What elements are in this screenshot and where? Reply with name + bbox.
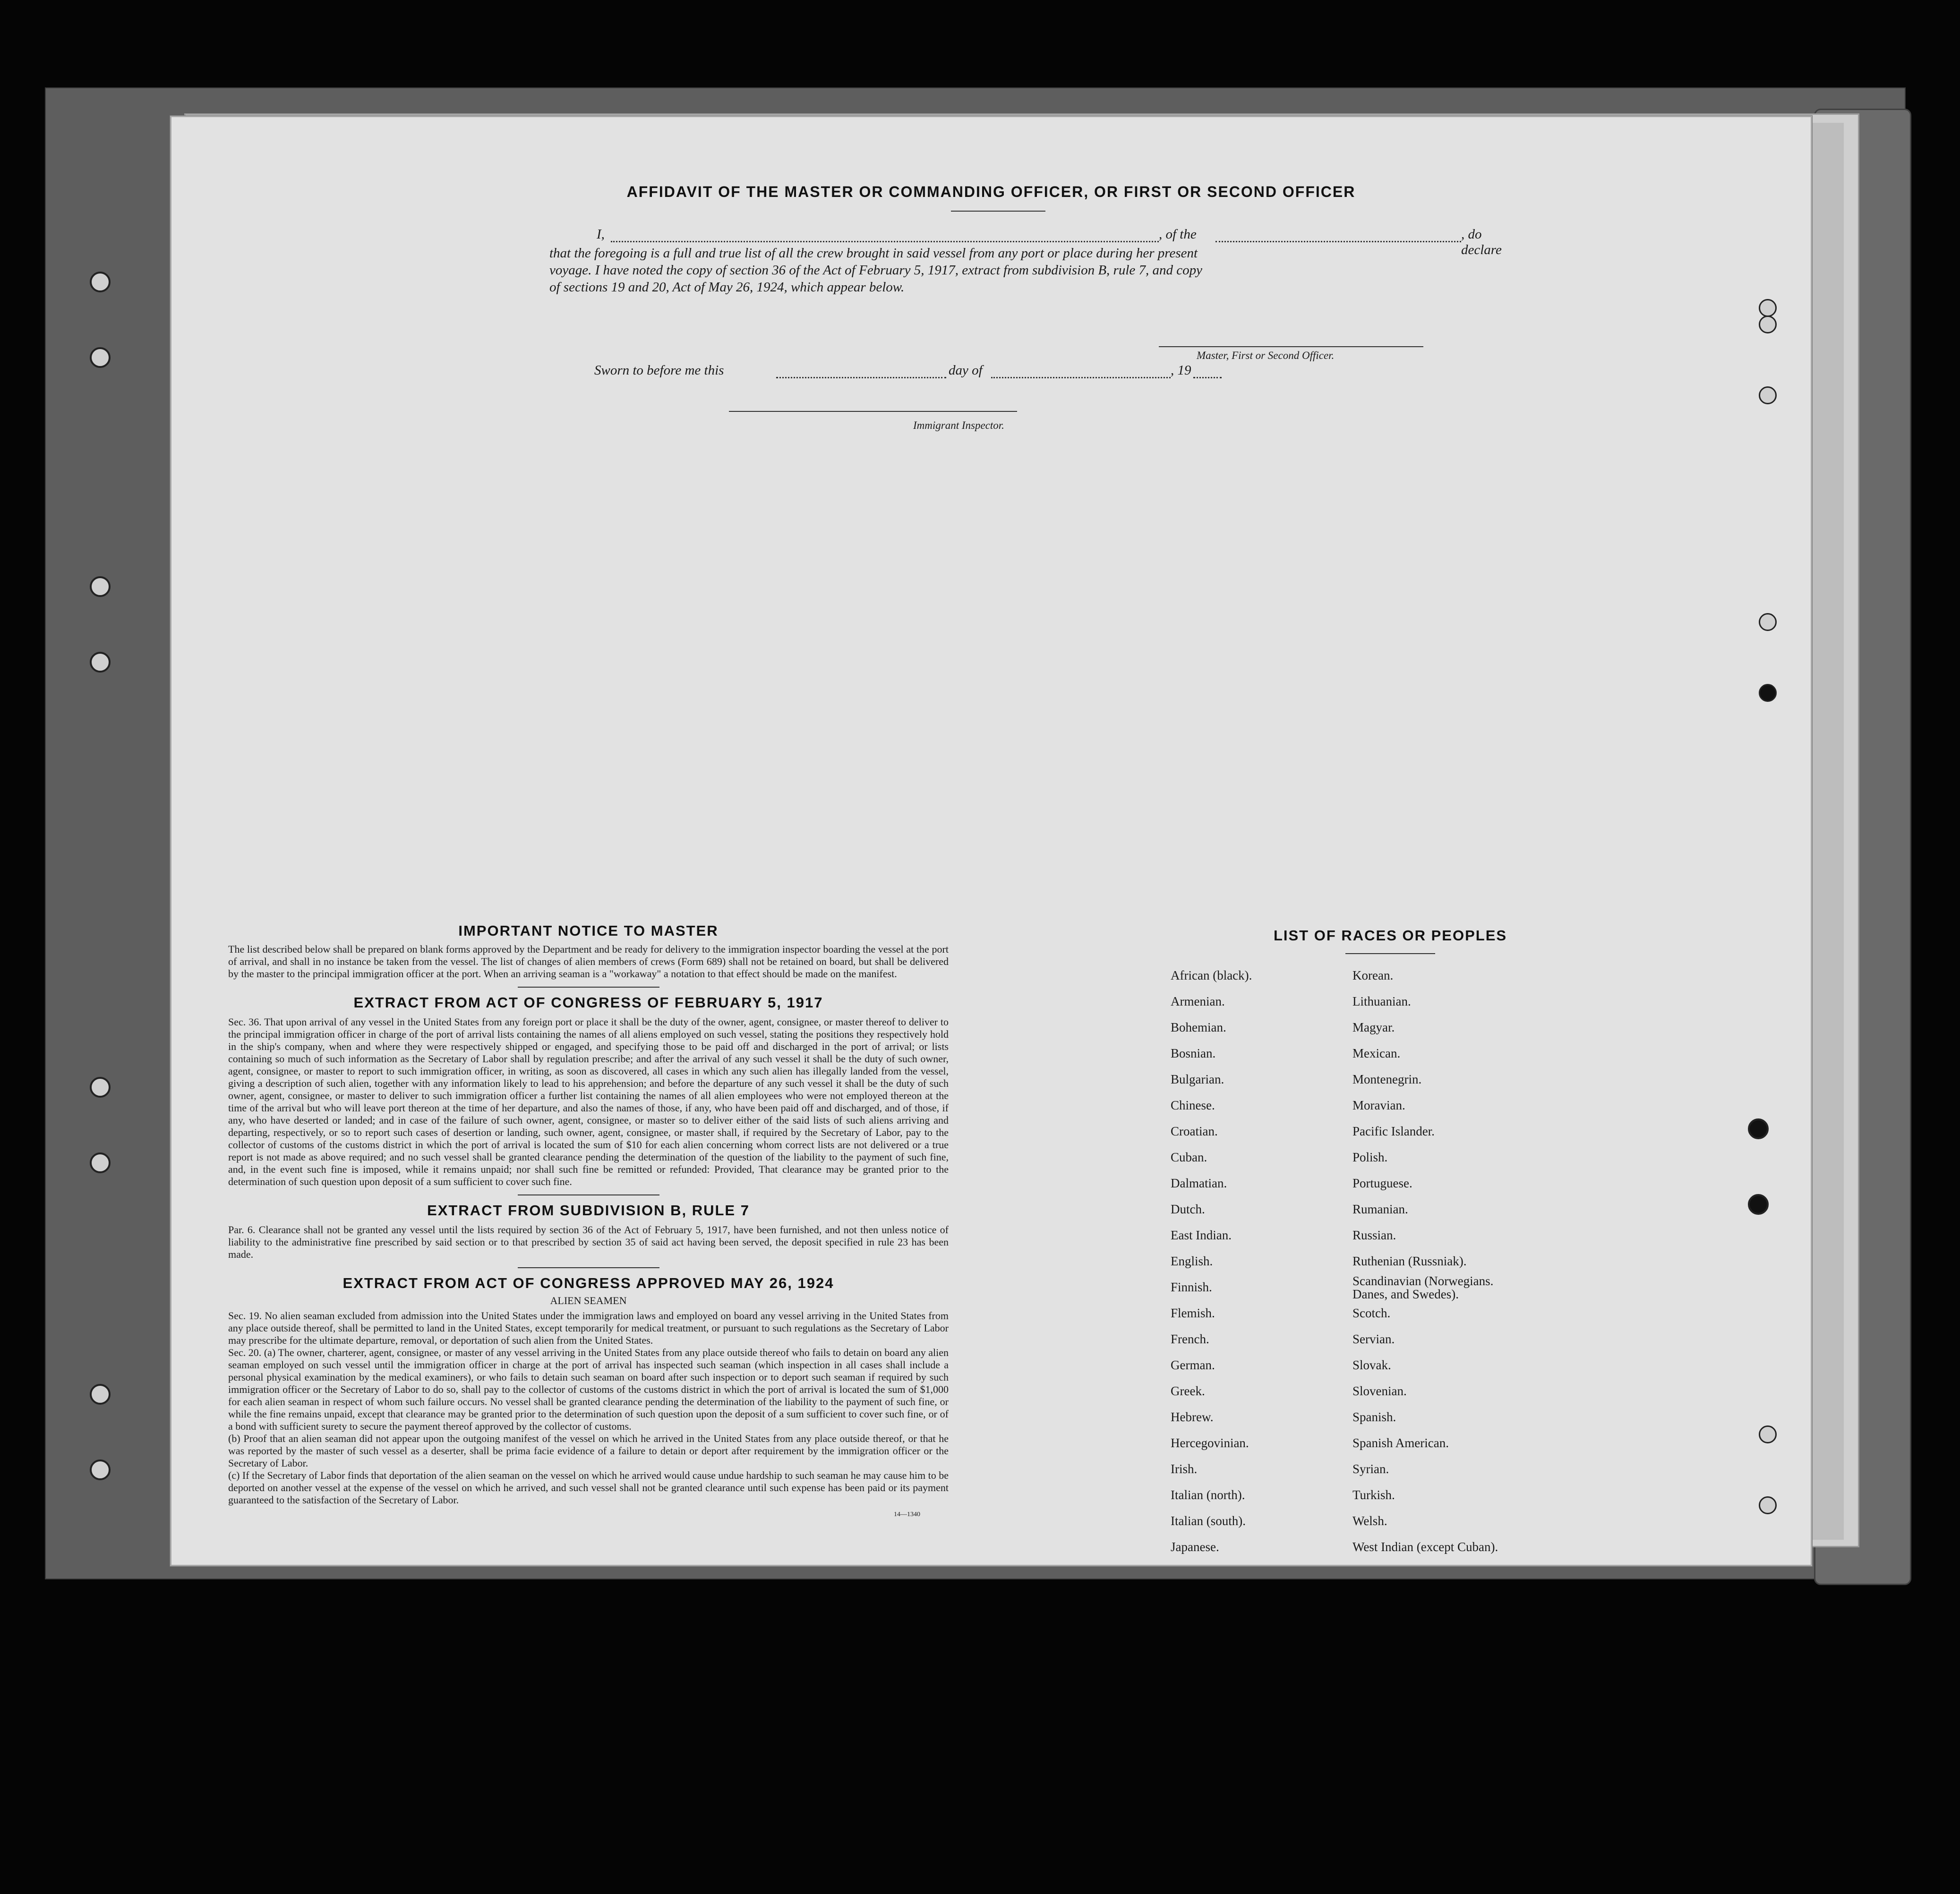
race-item: Moravian. [1352, 1098, 1405, 1112]
race-item: Polish. [1352, 1150, 1388, 1164]
affidavit-declare: , do declare [1461, 227, 1502, 257]
extract-1924-sec20b: (b) Proof that an alien seaman did not appear upon the outgoing manifest of the vessel on which he arrived in the United States from any place outside thereof, or that he was reported by the master of such vessel as a deserter, shall be prima facie evidence of a failure to detain or deport after requirement by the immigration officer or the Secretary of Labor. [228, 1433, 949, 1469]
binder-hole [90, 1384, 111, 1405]
race-item: Bulgarian. [1171, 1072, 1224, 1086]
page-hole [1759, 386, 1777, 404]
divider [518, 987, 659, 988]
race-item: Dalmatian. [1171, 1176, 1227, 1190]
sworn-month-blank[interactable] [991, 377, 1171, 378]
notice-title: IMPORTANT NOTICE TO MASTER [458, 922, 719, 939]
race-item: Portuguese. [1352, 1176, 1412, 1190]
race-item: Spanish. [1352, 1410, 1396, 1424]
divider [518, 1267, 659, 1268]
page-hole [1748, 1194, 1769, 1215]
extract-1924-sec19: Sec. 19. No alien seaman excluded from admission into the United States under the immigration laws and employed on board any vessel arriving in the United States from any place outside thereof, shall be permitted to land in the United States, except temporarily for medical treatment, or pursuant to such regulations as the Secretary of Labor may prescribe for the ultimate departure, removal, or deportation of such alien from the United States. [228, 1310, 949, 1346]
divider [1345, 953, 1435, 954]
binder-hole [90, 1152, 111, 1173]
extract-rule7-body: Par. 6. Clearance shall not be granted any vessel until the lists required by section 36 of the Act of February 5, 1917, have been furnished, and not then unless notice of liability to the administrative fine prescribed by said section or to that prescribed by section 35 of said act having been served, the deposit specified in rule 23 has been made. [228, 1224, 949, 1260]
race-item: Mexican. [1352, 1046, 1401, 1060]
legal-notices [228, 922, 949, 1519]
binder-hole [90, 576, 111, 597]
inspector-signature-line[interactable] [729, 411, 1017, 412]
extract-1924-sec20a: Sec. 20. (a) The owner, charterer, agent, consignee, or master of any vessel arriving in the United States from any place outside thereof who fails to detain on board any alien seaman employed on such vessel until the immigration officer in charge at the port of arrival has inspected such seaman (which inspection in all cases shall include a personal physical examination by the medical examiners), or who fails to detain such seaman on board after such inspection or to deport such seaman if required by such immigration officer or the Secretary of Labor to do so, shall pay to the collector of customs of the customs district in which the port of arrival is located the sum of $1,000 for each alien seaman in respect of whom such failure occurs. No vessel shall be granted clearance pending the determination of the liability to the payment of such fine, or while the fine remains unpaid, except that clearance may be granted prior to the determination of such question upon the deposit of a sum sufficient to cover such fine, or of a bond with sufficient surety to secure the payment thereof approved by the collector of customs. [228, 1347, 949, 1432]
race-item: Turkish. [1352, 1488, 1395, 1502]
binder-hole [90, 347, 111, 368]
affidavit-i: I, [597, 227, 605, 242]
extract-1924-sec20c: (c) If the Secretary of Labor finds that deportation of the alien seaman on the vessel on which he arrived would cause undue hardship to such seaman he may cause him to be deported on another vessel at the expense of the vessel on which he arrived, and such vessel shall not be granted clearance until such expense has been paid or its payment guaranteed to the satisfaction of the Secretary of Labor. [228, 1469, 949, 1506]
affidavit-line-4: of sections 19 and 20, Act of May 26, 1924, which appear below. [549, 280, 905, 295]
page-hole [1759, 684, 1777, 702]
divider [951, 211, 1045, 212]
races-left-column [1171, 963, 1336, 1560]
binder-hole [90, 1077, 111, 1098]
sworn-text: Sworn to before me this [594, 363, 724, 378]
race-item: Pacific Islander. [1352, 1124, 1435, 1138]
race-item: Irish. [1171, 1462, 1198, 1476]
page-hole [1759, 1496, 1777, 1514]
binder-hole [90, 652, 111, 673]
race-item: Italian (south). [1171, 1514, 1246, 1528]
page-hole [1759, 316, 1777, 333]
manifest-page [170, 116, 1812, 1566]
race-item: West Indian (except Cuban). [1352, 1540, 1498, 1554]
race-item: English. [1171, 1254, 1213, 1268]
race-item: Slovak. [1352, 1358, 1391, 1372]
inspector-label: Immigrant Inspector. [913, 419, 1004, 431]
race-item: Scandinavian (Norwegians. Danes, and Swedes). [1352, 1274, 1494, 1301]
extract-1917-title: EXTRACT FROM ACT OF CONGRESS OF FEBRUARY 5, 1917 [353, 994, 823, 1011]
race-item: Finnish. [1171, 1280, 1212, 1294]
races-right-column [1352, 963, 1617, 1560]
race-item: Greek. [1171, 1384, 1205, 1398]
sworn-day-of: day of [949, 363, 983, 378]
page-hole [1759, 299, 1777, 317]
affidavit-line-3: voyage. I have noted the copy of section 36 of the Act of February 5, 1917, extract from subdivision B, rule 7, and copy [549, 263, 1203, 278]
affidavit-line-2: that the foregoing is a full and true list of all the crew brought in said vessel from any port or place during her present [549, 246, 1198, 261]
race-item: Magyar. [1352, 1020, 1395, 1034]
race-item: Welsh. [1352, 1514, 1387, 1528]
race-item: French. [1171, 1332, 1209, 1346]
master-signature-line[interactable] [1159, 346, 1423, 347]
races-title: LIST OF RACES OR PEOPLES [1273, 927, 1507, 944]
race-item: Hercegovinian. [1171, 1436, 1249, 1450]
race-item: Korean. [1352, 968, 1394, 982]
page-hole [1748, 1118, 1769, 1139]
race-item: Flemish. [1171, 1306, 1215, 1320]
master-label: Master, First or Second Officer. [1197, 350, 1335, 361]
page-hole [1759, 1425, 1777, 1443]
race-item: Hebrew. [1171, 1410, 1214, 1424]
race-item: Croatian. [1171, 1124, 1218, 1138]
race-item: Japanese. [1171, 1540, 1219, 1554]
page-hole [1759, 613, 1777, 631]
race-item: Cuban. [1171, 1150, 1207, 1164]
race-item: Armenian. [1171, 994, 1225, 1008]
race-item: Spanish American. [1352, 1436, 1449, 1450]
race-item: Italian (north). [1171, 1488, 1245, 1502]
race-item: Bosnian. [1171, 1046, 1216, 1060]
sworn-day-blank[interactable] [776, 377, 946, 378]
race-item: Montenegrin. [1352, 1072, 1422, 1086]
race-item: Chinese. [1171, 1098, 1215, 1112]
race-item: Slovenian. [1352, 1384, 1407, 1398]
race-item: Russian. [1352, 1228, 1396, 1242]
race-item: Ruthenian (Russniak). [1352, 1254, 1467, 1268]
race-item: Rumanian. [1352, 1202, 1408, 1216]
extract-1917-body: Sec. 36. That upon arrival of any vessel in the United States from any foreign port or place it shall be the duty of the owner, agent, consignee, or master thereof to deliver to the principal immigration officer in charge of the port of arrival lists containing the names of all aliens employed on such vessel, stating the positions they respectively hold in the ship's company, when and where they were respectively shipped or engaged, and specifying those to be paid off and discharged in the port of arrival; or lists containing so much of such information as the Secretary of Labor shall by regulation prescribe; and after the arrival of any such vessel it shall be the duty of such owner, agent, consignee, or master to report to such immigration officer, in writing, as soon as discovered, all cases in which any such alien has illegally landed from the vessel, giving a description of such alien, together with any information likely to lead to his apprehension; and before the departure of any such vessel it shall be the duty of such owner, agent, consignee, or master to deliver to such immigration officer a further list containing the names of all alien employees who were not employed thereon at the time of the arrival but who will leave port thereon at the time of her departure, and also the names of those, if any, who have been paid off and discharged, and of those, if any, who have deserted or landed; and in case of the failure of such owner, agent, consignee, or master so to deliver either of the said lists of such aliens arriving and departing, respectively, or so to report such cases of desertion or landing, such owner, agent, consignee, or master shall, if required by the Secretary of Labor, pay to the collector of customs of the customs district in which the port of arrival is located the sum of $10 for each alien concerning whom correct lists are not delivered or a true report is not made as above required; and no such vessel shall be granted clearance pending the determination of the question of the liability to the payment of such fine, and, in the event such fine is imposed, while it remains unpaid; nor shall such fine be remitted or refunded: Provided, That clearance may be granted prior to the determination of such question upon deposit of a sum sufficient to cover such fine. [228, 1016, 949, 1187]
race-item: East Indian. [1171, 1228, 1232, 1242]
vessel-blank[interactable] [1215, 241, 1461, 242]
sworn-year: , 19 [1171, 363, 1191, 378]
race-item: Scotch. [1352, 1306, 1391, 1320]
race-item: Lithuanian. [1352, 994, 1411, 1008]
name-blank[interactable] [611, 241, 1159, 242]
affidavit-of-the: , of the [1159, 227, 1197, 242]
race-item: Dutch. [1171, 1202, 1205, 1216]
affidavit-title: AFFIDAVIT OF THE MASTER OR COMMANDING OFFICER, OR FIRST OR SECOND OFFICER [626, 183, 1356, 200]
extract-1924-subtitle: ALIEN SEAMEN [550, 1295, 627, 1306]
binder-hole [90, 1459, 111, 1480]
race-item: Servian. [1352, 1332, 1395, 1346]
race-item: German. [1171, 1358, 1215, 1372]
sworn-line [594, 363, 1208, 382]
form-number: 14—1340 [894, 1511, 920, 1518]
race-item: Bohemian. [1171, 1020, 1226, 1034]
race-item: African (black). [1171, 968, 1252, 982]
notice-body: The list described below shall be prepared on blank forms approved by the Department and be ready for delivery to the immigration inspector boarding the vessel at the port of arrival, and shall in no instance be taken from the vessel. The list of changes of alien members of crews (Form 689) shall not be retained on board, but shall be delivered by the master to the principal immigration officer at the port. When an arriving seaman is a "workaway" a notation to that effect should be made on the manifest. [228, 943, 949, 980]
extract-rule7-title: EXTRACT FROM SUBDIVISION B, RULE 7 [427, 1202, 750, 1219]
divider [518, 1194, 659, 1195]
sworn-year-blank[interactable] [1193, 377, 1222, 378]
race-item: Syrian. [1352, 1462, 1389, 1476]
extract-1924-title: EXTRACT FROM ACT OF CONGRESS APPROVED MAY 26, 1924 [342, 1275, 834, 1291]
binder-hole [90, 272, 111, 292]
